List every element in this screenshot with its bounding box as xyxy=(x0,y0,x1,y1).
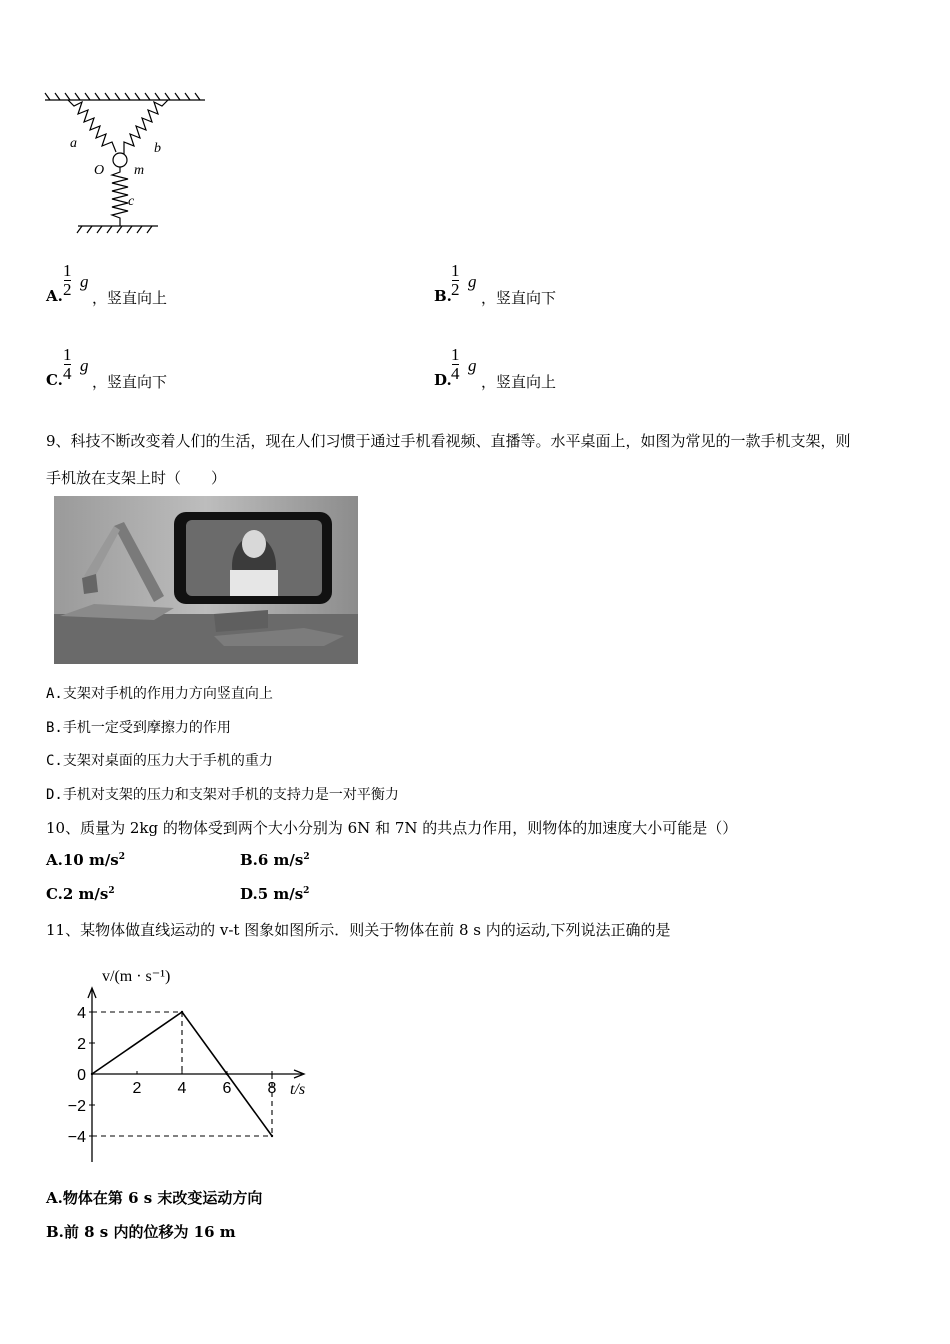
mass-label-m: m xyxy=(134,163,145,178)
y-tick-label: −4 xyxy=(67,1129,86,1146)
q11-stem: 11、某物体做直线运动的 v-t 图象如图所示．则关于物体在前 8 s 内的运动,下列说法正确的是 xyxy=(46,921,671,939)
phone-stand-photo xyxy=(54,496,358,664)
data-point xyxy=(271,1135,273,1137)
y-tick-label: 4 xyxy=(77,1005,86,1022)
fraction: 1 4 xyxy=(63,345,72,383)
option-letter: D. xyxy=(434,371,452,389)
vt-graph xyxy=(60,960,330,1165)
spring-label-b: b xyxy=(154,141,161,156)
option-letter: C. xyxy=(46,371,63,389)
option-text: ，竖直向下 xyxy=(481,289,557,307)
x-tick-label: 8 xyxy=(267,1080,277,1097)
data-point xyxy=(91,1073,93,1075)
q9-option-a[interactable]: A.支架对手机的作用力方向竖直向上 xyxy=(46,686,273,702)
y-tick-label: −2 xyxy=(67,1098,86,1115)
option-text: ，竖直向上 xyxy=(92,289,168,307)
q10-option-b[interactable]: B.6 $m/s^2$ xyxy=(240,851,310,869)
option-letter: B. xyxy=(434,287,452,305)
x-tick-label: 6 xyxy=(222,1080,232,1097)
x-tick-label: 2 xyxy=(132,1080,142,1097)
fraction: 1 2 xyxy=(451,261,460,299)
y-tick-label: 2 xyxy=(77,1036,86,1053)
variable-g: g xyxy=(468,272,477,291)
q9-option-c[interactable]: C.支架对桌面的压力大于手机的重力 xyxy=(46,753,273,769)
spring-label-c: c xyxy=(128,194,135,209)
q9-stem-line1: 9、科技不断改变着人们的生活，现在人们习惯于通过手机看视频、直播等。水平桌面上，如图为常见的一款手机支架，则 xyxy=(46,432,851,450)
point-label-o: O xyxy=(94,163,105,178)
option-letter: A. xyxy=(46,287,63,305)
x-axis-label: t/s xyxy=(290,1081,306,1098)
fraction: 1 4 xyxy=(451,345,460,383)
spring-label-a: a xyxy=(70,136,77,151)
option-text: ，竖直向上 xyxy=(481,373,557,391)
option-text: ，竖直向下 xyxy=(92,373,168,391)
y-tick-label: 0 xyxy=(77,1067,86,1084)
variable-g: g xyxy=(468,356,477,375)
q11-option-a[interactable]: A.物体在第 6 s 末改变运动方向 xyxy=(46,1189,263,1207)
q9-option-b[interactable]: B.手机一定受到摩擦力的作用 xyxy=(46,720,231,736)
q10-option-c[interactable]: C.2 $m/s^2$ xyxy=(46,885,115,903)
spring-system-figure xyxy=(40,92,215,242)
q9-stem-line2: 手机放在支架上时（ ） xyxy=(46,469,227,487)
variable-g: g xyxy=(80,272,89,291)
q10-stem: 10、质量为 2kg 的物体受到两个大小分别为 6N 和 7N 的共点力作用，则物体的加速度大小可能是（） xyxy=(46,819,738,837)
fraction: 1 2 xyxy=(63,261,72,299)
variable-g: g xyxy=(80,356,89,375)
y-axis-label: v/(m · s⁻¹) xyxy=(102,968,171,985)
q9-option-d[interactable]: D.手机对支架的压力和支架对手机的支持力是一对平衡力 xyxy=(46,787,399,803)
q10-option-a[interactable]: A.10 $m/s^2$ xyxy=(46,851,126,869)
q10-option-d[interactable]: D.5 $m/s^2$ xyxy=(240,885,310,903)
q11-option-b[interactable]: B.前 8 s 内的位移为 16 m xyxy=(46,1223,236,1241)
x-tick-label: 4 xyxy=(177,1080,187,1097)
